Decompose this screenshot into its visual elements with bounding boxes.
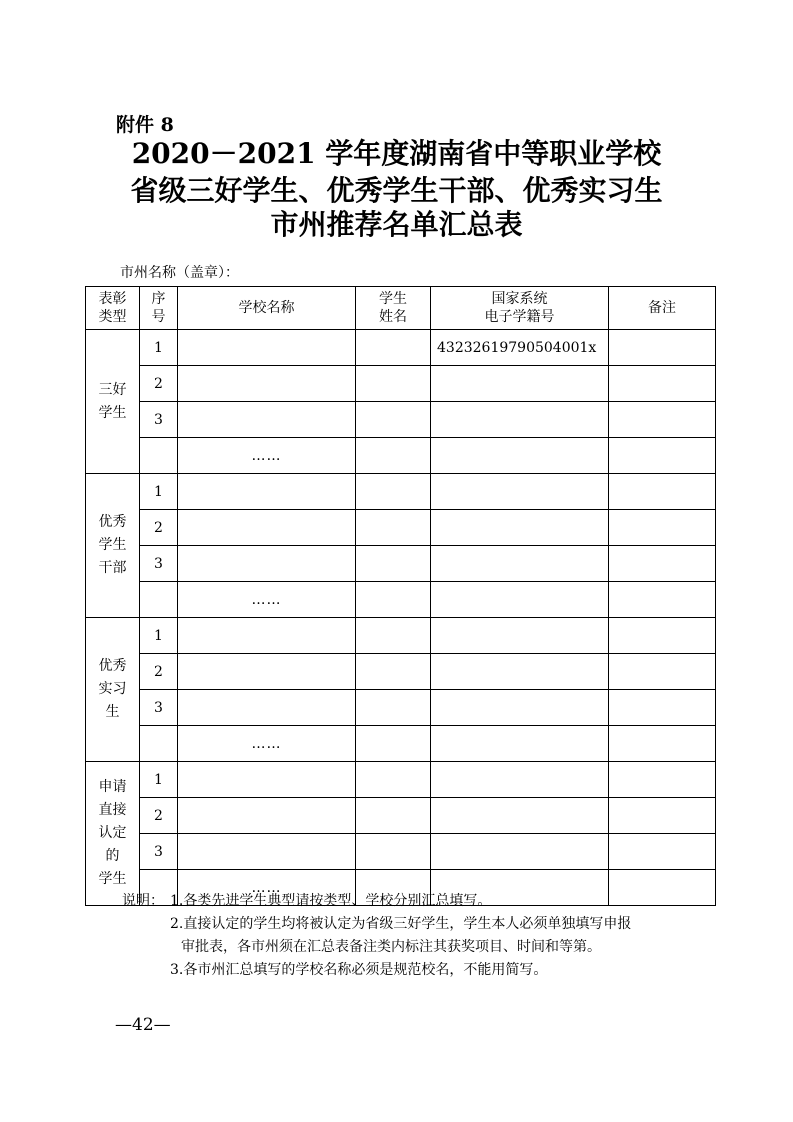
student-id-cell[interactable] (431, 762, 609, 798)
ellipsis-cell: …… (178, 438, 356, 474)
student-name-cell[interactable] (356, 618, 431, 654)
student-id-cell[interactable] (431, 618, 609, 654)
table-row (86, 474, 716, 510)
remark-cell[interactable] (609, 474, 716, 510)
school-cell[interactable] (178, 510, 356, 546)
attachment-label: 附件 8 (116, 114, 174, 136)
seq-cell (140, 582, 178, 618)
header-student-id-text: 国家系统 电子学籍号 (484, 291, 555, 325)
remark-cell[interactable] (609, 582, 716, 618)
student-id-cell[interactable] (431, 690, 609, 726)
remark-cell[interactable] (609, 726, 716, 762)
category-label: 申请 直接 认定 的 学生 (98, 779, 127, 887)
title-line-1: 2020－2021 学年度湖南省中等职业学校 (131, 137, 662, 170)
notes-section (122, 890, 631, 982)
student-name-cell[interactable] (356, 366, 431, 402)
table-row (86, 546, 716, 582)
table-header-row (86, 287, 716, 330)
student-name-cell[interactable] (356, 402, 431, 438)
category-label: 三好 学生 (98, 381, 127, 421)
student-id-cell[interactable] (431, 366, 609, 402)
school-cell[interactable] (178, 474, 356, 510)
student-name-cell[interactable] (356, 330, 431, 366)
header-student-id (431, 287, 609, 330)
ellipsis-cell: …… (178, 582, 356, 618)
header-type-text: 表彰 类型 (98, 291, 127, 325)
header-remark (609, 287, 716, 330)
title-line-2: 省级三好学生、优秀学生干部、优秀实习生 (130, 174, 663, 207)
remark-cell[interactable] (609, 546, 716, 582)
school-cell[interactable] (178, 402, 356, 438)
student-id-cell[interactable] (431, 834, 609, 870)
student-id-cell[interactable] (431, 798, 609, 834)
remark-cell[interactable] (609, 330, 716, 366)
category-label: 优秀 学生 干部 (98, 514, 127, 576)
seq-cell: 3 (140, 546, 178, 582)
category-cell (86, 618, 140, 762)
school-cell[interactable] (178, 762, 356, 798)
student-name-cell[interactable] (356, 726, 431, 762)
table-row (86, 762, 716, 798)
student-id-cell[interactable] (431, 546, 609, 582)
category-cell (86, 330, 140, 474)
student-name-cell[interactable] (356, 834, 431, 870)
seq-cell (140, 438, 178, 474)
remark-cell[interactable] (609, 618, 716, 654)
seq-cell: 2 (140, 510, 178, 546)
note-3: 3.各市州汇总填写的学校名称必须是规范校名，不能用简写。 (170, 962, 548, 978)
remark-cell[interactable] (609, 438, 716, 474)
header-school (178, 287, 356, 330)
seq-cell: 1 (140, 330, 178, 366)
school-cell[interactable] (178, 654, 356, 690)
student-name-cell[interactable] (356, 654, 431, 690)
table-row (86, 582, 716, 618)
page-number: —42— (115, 1015, 171, 1035)
student-id-cell[interactable] (431, 582, 609, 618)
remark-cell[interactable] (609, 798, 716, 834)
student-id-cell[interactable] (431, 510, 609, 546)
student-id-cell[interactable] (431, 402, 609, 438)
student-name-cell[interactable] (356, 798, 431, 834)
table-row (86, 402, 716, 438)
remark-cell[interactable] (609, 762, 716, 798)
category-cell (86, 762, 140, 906)
table-row (86, 834, 716, 870)
category-label: 优秀 实习 生 (98, 658, 127, 720)
student-id-cell[interactable] (431, 726, 609, 762)
remark-cell[interactable] (609, 510, 716, 546)
header-seq-text: 序 号 (151, 291, 166, 325)
summary-table (85, 286, 716, 906)
remark-cell[interactable] (609, 834, 716, 870)
seq-cell: 1 (140, 474, 178, 510)
seq-cell: 3 (140, 834, 178, 870)
seq-cell (140, 726, 178, 762)
school-cell[interactable] (178, 546, 356, 582)
table-row (86, 366, 716, 402)
header-type (86, 287, 140, 330)
table-row (86, 510, 716, 546)
student-name-cell[interactable] (356, 546, 431, 582)
seq-cell: 3 (140, 402, 178, 438)
table-row (86, 438, 716, 474)
note-2: 2.直接认定的学生均将被认定为省级三好学生，学生本人必须单独填写申报 (170, 916, 632, 932)
school-cell[interactable] (178, 330, 356, 366)
remark-cell[interactable] (609, 402, 716, 438)
remark-cell[interactable] (609, 654, 716, 690)
seq-cell: 2 (140, 654, 178, 690)
header-seq (140, 287, 178, 330)
seq-cell: 2 (140, 366, 178, 402)
school-cell[interactable] (178, 366, 356, 402)
seq-cell: 3 (140, 690, 178, 726)
table-row (86, 798, 716, 834)
table-row (86, 726, 716, 762)
student-name-cell[interactable] (356, 690, 431, 726)
header-remark-text: 备注 (648, 300, 676, 316)
student-name-cell[interactable] (356, 474, 431, 510)
student-id-cell[interactable] (431, 654, 609, 690)
table-row (86, 690, 716, 726)
note-1: 1.各类先进学生典型请按类型、学校分别汇总填写。 (170, 893, 492, 909)
school-cell[interactable] (178, 798, 356, 834)
seq-cell: 2 (140, 798, 178, 834)
header-student-name (356, 287, 431, 330)
remark-cell[interactable] (609, 690, 716, 726)
city-name-label: 市州名称（盖章）： (120, 265, 239, 281)
table-row (86, 654, 716, 690)
student-name-cell[interactable] (356, 582, 431, 618)
school-cell[interactable] (178, 690, 356, 726)
student-id-cell[interactable]: 43232619790504001x (431, 330, 609, 366)
student-name-cell[interactable] (356, 762, 431, 798)
remark-cell[interactable] (609, 366, 716, 402)
school-cell[interactable] (178, 834, 356, 870)
table-row (86, 330, 716, 366)
category-cell (86, 474, 140, 618)
student-id-cell[interactable] (431, 438, 609, 474)
seq-cell: 1 (140, 762, 178, 798)
note-2-continued: 审批表，各市州须在汇总表备注类内标注其获奖项目、时间和等第。 (181, 939, 601, 955)
ellipsis-cell: …… (178, 870, 356, 906)
ellipsis-cell: …… (178, 726, 356, 762)
note-row (122, 890, 631, 913)
notes-label: 说明： (122, 893, 164, 909)
seq-cell: 1 (140, 618, 178, 654)
header-student-name-text: 学生 姓名 (379, 291, 407, 325)
student-name-cell[interactable] (356, 438, 431, 474)
table-row (86, 618, 716, 654)
student-name-cell[interactable] (356, 510, 431, 546)
header-school-text: 学校名称 (238, 300, 295, 316)
student-id-cell[interactable] (431, 474, 609, 510)
school-cell[interactable] (178, 618, 356, 654)
title-line-3: 市州推荐名单汇总表 (270, 208, 523, 241)
